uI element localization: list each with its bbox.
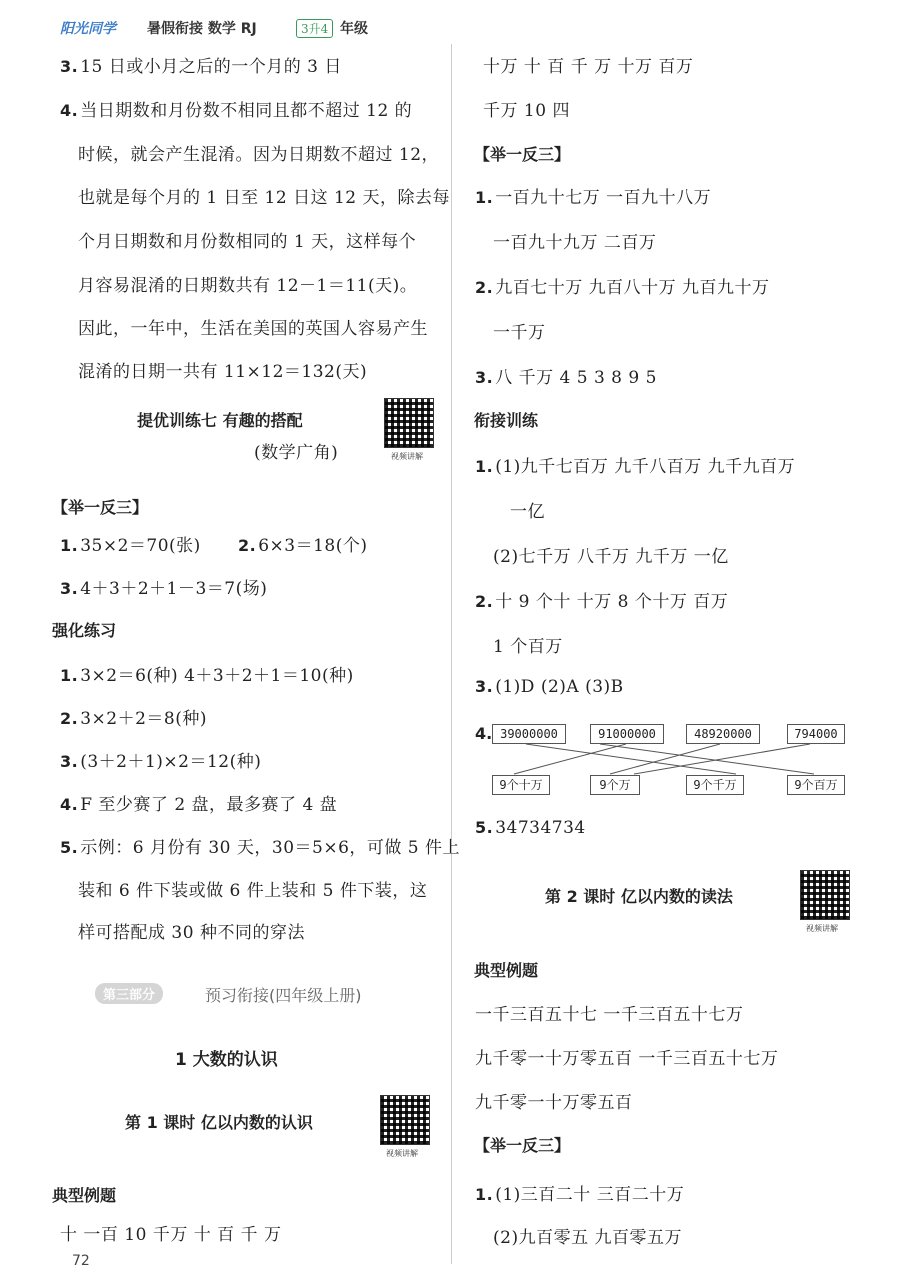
jyfs-1: 1. 35×2＝70(张) (60, 536, 201, 556)
section-pill: 第三部分 (95, 983, 163, 1004)
answer-4-line: 月容易混淆的日期数共有 12－1＝11(天)。 (78, 276, 418, 296)
lesson7-subtitle: (数学广角) (254, 443, 339, 463)
page-number: 72 (72, 1253, 90, 1269)
right-top-line: 十万 十 百 千 万 十万 百万 (483, 57, 694, 77)
lesson2-title: 第 2 课时 亿以内数的读法 (545, 887, 733, 906)
match-bottom-box: 9个千万 (686, 775, 744, 795)
match-bottom-box: 9个十万 (492, 775, 550, 795)
xjxl-heading: 衔接训练 (474, 411, 539, 430)
xjxl-4-num: 4. (475, 724, 493, 743)
qr-caption: 视频讲解 (806, 924, 838, 933)
jyfs-3: 3. 4＋3＋2＋1－3＝7(场) (60, 579, 268, 599)
xjxl-1: 1. (1)九千七百万 九千八百万 九千九百万 (475, 457, 796, 477)
dxlt-answer: 十 一百 10 千万 十 百 千 万 (60, 1225, 282, 1245)
xjxl-3: 3. (1)D (2)A (3)B (475, 677, 624, 697)
dxlt-line: 九千零一十万零五百 一千三百五十七万 (475, 1049, 779, 1069)
lesson7-title: 提优训练七 有趣的搭配 (137, 411, 303, 430)
qh-5: 5. 示例：6 月份有 30 天，30＝5×6，可做 5 件上 (60, 838, 461, 858)
brand-logo: 阳光同学 (60, 21, 116, 37)
xjxl-1-line: 一亿 (510, 502, 545, 522)
xjxl-5: 5. 34734734 (475, 818, 586, 838)
qr-code-icon[interactable] (800, 870, 850, 920)
dxlt-heading: 典型例题 (52, 1186, 117, 1205)
dxlt-line: 一千三百五十七 一千三百五十七万 (475, 1005, 744, 1025)
qh-4: 4. F 至少赛了 2 盘，最多赛了 4 盘 (60, 795, 338, 815)
jyfs-1: 1. 一百九十七万 一百九十八万 (475, 188, 712, 208)
answer-4-line: 因此，一年中，生活在美国的英国人容易产生 (78, 319, 428, 339)
answer-4-line: 也就是每个月的 1 日至 12 日这 12 天，除去每 (78, 188, 451, 208)
qh-3: 3. (3＋2＋1)×2＝12(种) (60, 752, 262, 772)
qh-heading: 强化练习 (52, 621, 117, 640)
qh-2: 2. 3×2＋2＝8(种) (60, 709, 207, 729)
qh-5-line: 样可搭配成 30 种不同的穿法 (78, 923, 305, 943)
jyfs2-1-line: (2)九百零五 九百零五万 (493, 1228, 682, 1248)
qr-caption: 视频讲解 (391, 452, 423, 461)
jyfs-heading: 【举一反三】 (474, 145, 571, 164)
jyfs-2-line: 一千万 (493, 323, 546, 343)
qr-code-icon[interactable] (384, 398, 434, 448)
dxlt-heading: 典型例题 (474, 961, 539, 980)
match-bottom-box: 9个百万 (787, 775, 845, 795)
section-title: 预习衔接(四年级上册) (205, 986, 362, 1005)
right-top-line: 千万 10 四 (483, 101, 570, 121)
match-lines (480, 744, 850, 776)
jyfs-2: 2. 九百七十万 九百八十万 九百九十万 (475, 278, 770, 298)
jyfs-heading: 【举一反三】 (52, 498, 149, 517)
jyfs-2: 2. 6×3＝18(个) (238, 536, 368, 556)
jyfs-3: 3. 八 千万 4 5 3 8 9 5 (475, 368, 657, 388)
answer-4-line: 个月日期数和月份数相同的 1 天，这样每个 (78, 232, 417, 252)
dxlt-line: 九千零一十万零五百 (475, 1093, 633, 1113)
answer-4-line: 时候，就会产生混淆。因为日期数不超过 12， (78, 145, 440, 165)
jyfs2-1: 1. (1)三百二十 三百二十万 (475, 1185, 685, 1205)
column-divider (451, 44, 452, 1264)
xjxl-2: 2. 十 9 个十 十万 8 个十万 百万 (475, 592, 729, 612)
qr-code-icon[interactable] (380, 1095, 430, 1145)
book-title: 暑假衔接 数学 RJ (147, 21, 257, 37)
jyfs2-heading: 【举一反三】 (474, 1136, 571, 1155)
match-top-box: 91000000 (590, 724, 664, 744)
jyfs-1-line: 一百九十九万 二百万 (493, 233, 657, 253)
grade-badge: 3升4 (296, 19, 333, 38)
qh-5-line: 装和 6 件下装或做 6 件上装和 5 件下装，这 (78, 881, 428, 901)
answer-3: 3. 15 日或小月之后的一个月的 3 日 (60, 57, 342, 77)
match-bottom-box: 9个万 (590, 775, 640, 795)
lesson1-title: 第 1 课时 亿以内数的认识 (125, 1113, 313, 1132)
grade-suffix: 年级 (340, 21, 368, 37)
answer-4-line: 混淆的日期一共有 11×12＝132(天) (78, 362, 368, 382)
answer-4: 4. 当日期数和月份数不相同且都不超过 12 的 (60, 101, 413, 121)
unit-title: 1 大数的认识 (175, 1050, 278, 1070)
xjxl-1-line: (2)七千万 八千万 九千万 一亿 (493, 547, 729, 567)
xjxl-2-line: 1 个百万 (493, 637, 563, 657)
qr-caption: 视频讲解 (386, 1149, 418, 1158)
match-top-box: 48920000 (686, 724, 760, 744)
match-top-box: 39000000 (492, 724, 566, 744)
match-top-box: 794000 (787, 724, 845, 744)
qh-1: 1. 3×2＝6(种) 4＋3＋2＋1＝10(种) (60, 666, 354, 686)
